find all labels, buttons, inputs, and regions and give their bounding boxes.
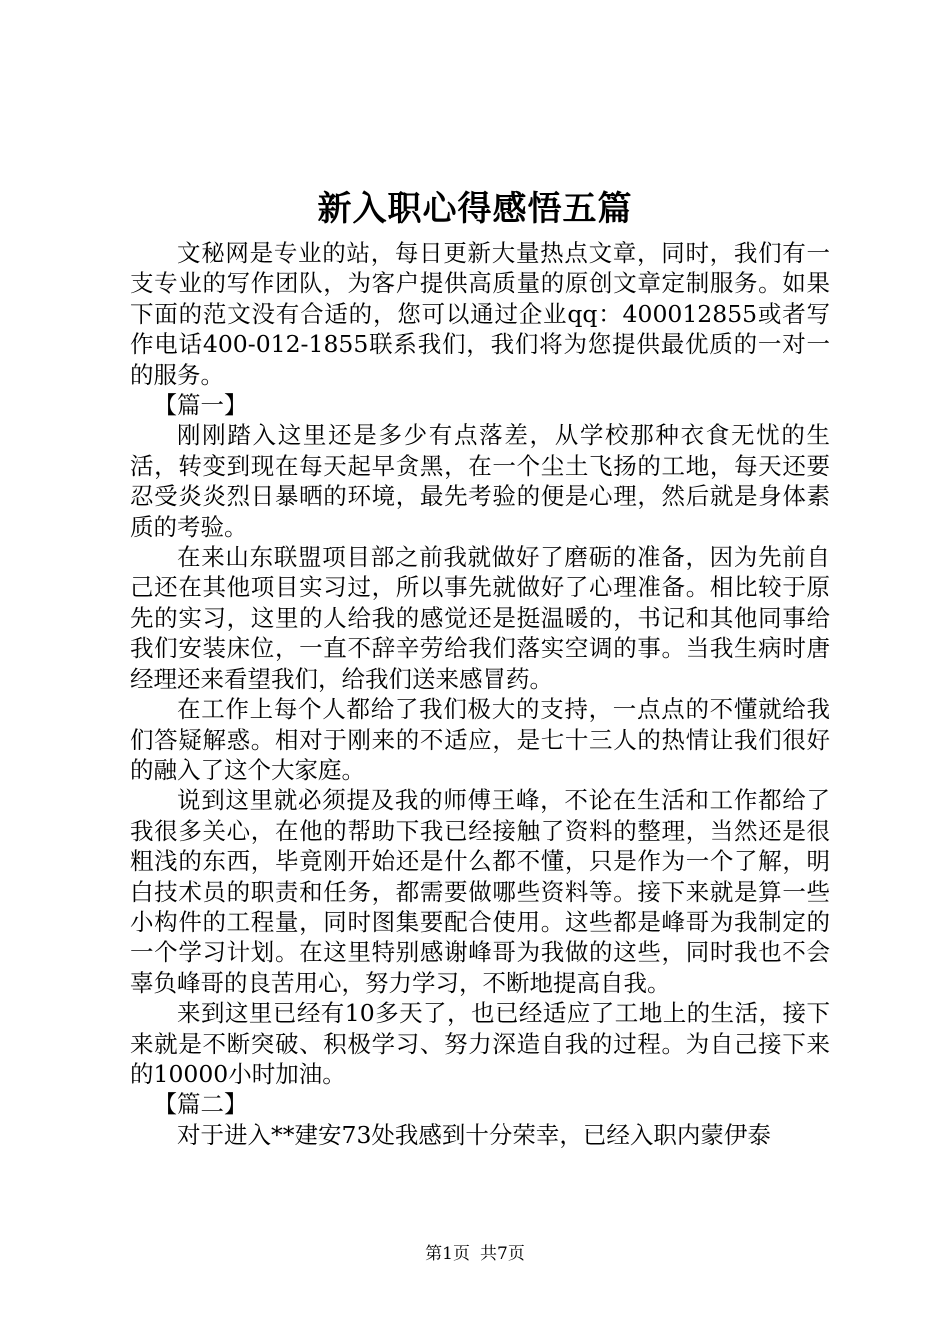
body-paragraph: 对于进入**建安73处我感到十分荣幸，已经入职内蒙伊泰 [177,1120,771,1149]
page-footer [0,1242,950,1266]
body-paragraph: 说到这里就必须提及我的师傅王峰，不论在生活和工作都给了我很多关心，在他的帮助下我已经接触了资料的整理，当然还是很粗浅的东西，毕竟刚开始还是什么都不懂，只是作为一个了解，明白技术员的职责和任务，都需要做哪些资料等。接下来就是算一些小构件的工程量，同时图集要配合使用。这些都是峰哥为我制定的一个学习计划。在这里特别感谢峰哥为我做的这些，同时我也不会辜负峰哥的良苦用心，努力学习，不断地提高自我。 [130,786,830,997]
body-paragraph: 来到这里已经有10多天了，也已经适应了工地上的生活，接下来就是不断突破、积极学习、努力深造自我的过程。为自己接下来的10000小时加油。 [130,999,830,1088]
body-paragraph: 刚刚踏入这里还是多少有点落差，从学校那种衣食无忧的生活，转变到现在每天起早贪黑，在一个尘土飞扬的工地，每天还要忍受炎炎烈日暴晒的环境，最先考验的便是心理，然后就是身体素质的考验。 [130,421,830,541]
intro-paragraph: 文秘网是专业的站，每日更新大量热点文章，同时，我们有一支专业的写作团队，为客户提供高质量的原创文章定制服务。如果下面的范文没有合适的，您可以通过企业qq：400012855或者写作电话400-012-1855联系我们，我们将为您提供最优质的一对一的服务。 [130,239,830,389]
document-title: 新入职心得感悟五篇 [317,189,633,229]
section-heading-2: 【篇二】 [153,1090,248,1119]
document-body [130,238,830,1150]
body-paragraph: 在来山东联盟项目部之前我就做好了磨砺的准备，因为先前自己还在其他项目实习过，所以事先就做好了心理准备。相比较于原先的实习，这里的人给我的感觉还是挺温暖的，书记和其他同事给我们安装床位，一直不辞辛劳给我们落实空调的事。当我生病时唐经理还来看望我们，给我们送来感冒药。 [130,543,830,693]
body-paragraph: 在工作上每个人都给了我们极大的支持，一点点的不懂就给我们答疑解惑。相对于刚来的不适应，是七十三人的热情让我们很好的融入了这个大家庭。 [130,695,830,784]
section-heading-1: 【篇一】 [153,391,248,420]
page-total: 共7页 [480,1244,525,1264]
page-number: 第1页 [425,1244,470,1264]
